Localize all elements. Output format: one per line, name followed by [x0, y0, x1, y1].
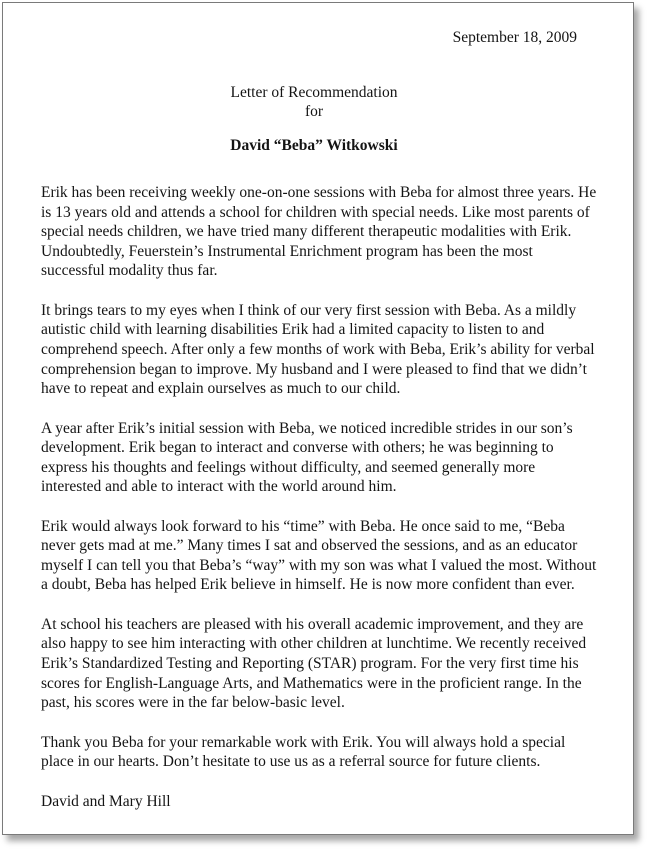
paragraph-3: A year after Erik’s initial session with Beba, we noticed incredible strides in our son’s development. Erik began to interact and converse with others; he was beginning to express his thoughts and feelings without difficulty, and seemed generally more interested and able to interact with the world around him. [41, 419, 573, 496]
letter-title: Letter of Recommendation [230, 84, 398, 101]
signature: David and Mary Hill [41, 792, 171, 810]
paragraph-2: It brings tears to my eyes when I think of our very first session with Beba. As a mildly autistic child with learning disabilities Erik had a limited capacity to listen to and comprehend speech. After only a few months of work with Beba, Erik’s ability for verbal comprehension began to improve. My husband and I were pleased to find that we didn’t have to repeat and explain ourselves as much to our child. [41, 301, 595, 398]
paragraph-6: Thank you Beba for your remarkable work with Erik. You will always hold a special place in our hearts. Don’t hesitate to use us as a referral source for future clients. [41, 733, 566, 771]
recipient-name: David “Beba” Witkowski [230, 137, 398, 154]
letter-subtitle: for [304, 103, 324, 120]
paragraph-5: At school his teachers are pleased with his overall academic improvement, and they are also happy to see him interacting with other children at lunchtime. We recently received Erik’s Standardized Testing and Reporting (STAR) program. For the very first time his scores for English-Language Arts, and Mathematics were in the proficient range. In the past, his scores were in the far below-basic level. [41, 615, 587, 712]
paragraph-4: Erik would always look forward to his “time” with Beba. He once said to me, “Beba never gets mad at me.” Many times I sat and observed the sessions, and as an educator myself I can tell you that Beba’s “way” with my son was what I valued the most. Without a doubt, Beba has helped Erik believe in himself. He is now more confident than ever. [41, 517, 597, 594]
letter-date: September 18, 2009 [452, 29, 577, 46]
letter-body [41, 183, 597, 811]
paragraph-1: Erik has been receiving weekly one-on-one sessions with Beba for almost three years. He is 13 years old and attends a school for children with special needs. Like most parents of special needs children, we have tried many different therapeutic modalities with Erik. Undoubtedly, Feuerstein’s Instrumental Enrichment program has been the most successful modality thus far. [41, 184, 597, 280]
letter-page [2, 2, 634, 835]
